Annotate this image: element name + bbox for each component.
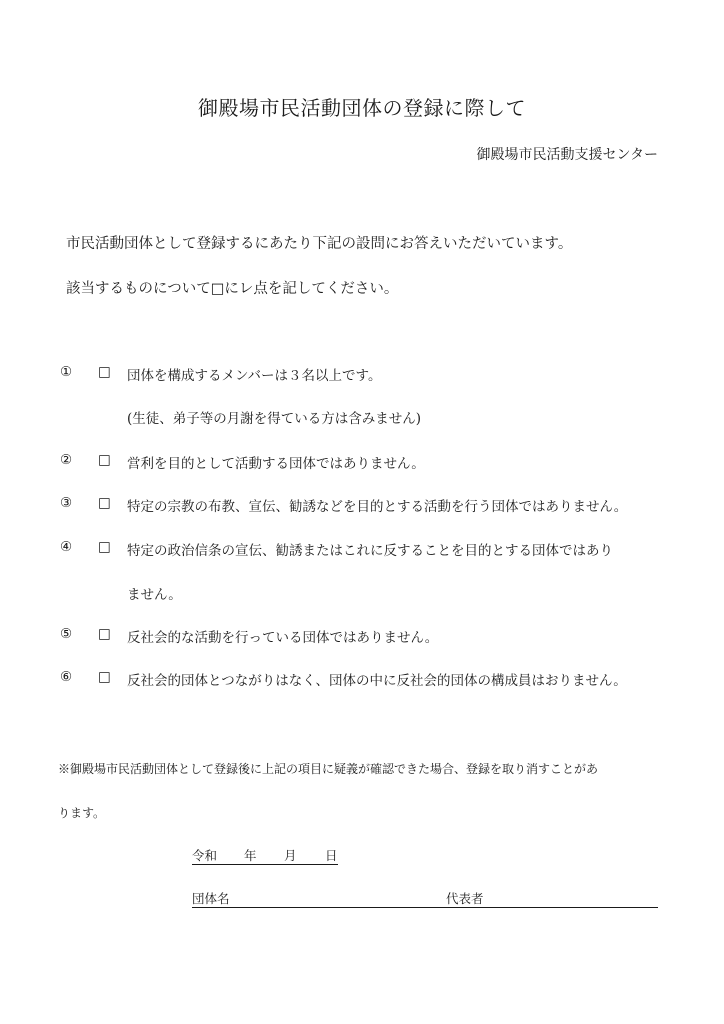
item-number: ④ bbox=[60, 539, 73, 555]
date-year-label: 年 bbox=[244, 848, 257, 863]
intro-line-2: 該当するものについて□にレ点を記してください。 bbox=[66, 281, 399, 297]
checkbox[interactable]: □ bbox=[98, 626, 111, 642]
item-text: 特定の政治信条の宣伝、勧誘またはこれに反することを目的とする団体ではあり bbox=[127, 543, 613, 559]
item-number: ⑤ bbox=[60, 626, 73, 642]
checkbox[interactable]: □ bbox=[98, 452, 111, 468]
item-number: ② bbox=[60, 452, 73, 468]
group-name-label: 団体名 bbox=[192, 891, 230, 906]
item-text: 反社会的団体とつながりはなく、団体の中に反社会的団体の構成員はおりません。 bbox=[127, 673, 627, 689]
item-number: ① bbox=[60, 364, 73, 380]
signature-field[interactable] bbox=[192, 889, 658, 908]
representative-label: 代表者 bbox=[446, 891, 484, 906]
item-text: 営利を目的として活動する団体ではありません。 bbox=[127, 456, 425, 472]
item-number: ⑥ bbox=[60, 669, 73, 685]
item-1-continuation: (生徒、弟子等の月謝を得ている方は含みません) bbox=[127, 411, 422, 427]
checkbox[interactable]: □ bbox=[98, 539, 111, 555]
checkbox[interactable]: □ bbox=[98, 364, 111, 380]
note-line-1: ※御殿場市民活動団体として登録後に上記の項目に疑義が確認できた場合、登録を取り消すことがあ bbox=[58, 762, 599, 776]
item-text: 特定の宗教の布教、宣伝、勧誘などを目的とする活動を行う団体ではありません。 bbox=[127, 499, 628, 515]
item-4-continuation: ません。 bbox=[127, 587, 182, 603]
item-number: ③ bbox=[60, 495, 73, 511]
date-day-label: 日 bbox=[325, 848, 338, 863]
organization-name: 御殿場市民活動支援センター bbox=[476, 147, 658, 163]
checkbox[interactable]: □ bbox=[98, 495, 111, 511]
date-month-label: 月 bbox=[284, 848, 297, 863]
item-text: 団体を構成するメンバーは３名以上です。 bbox=[127, 368, 382, 384]
date-field[interactable] bbox=[192, 846, 338, 865]
date-era-label: 令和 bbox=[192, 848, 218, 863]
note-line-2: ります。 bbox=[58, 806, 106, 820]
page-title: 御殿場市民活動団体の登録に際して bbox=[198, 96, 526, 120]
intro-line-1: 市民活動団体として登録するにあたり下記の設問にお答えいただいています。 bbox=[66, 236, 573, 252]
item-text: 反社会的な活動を行っている団体ではありません。 bbox=[127, 630, 439, 646]
checkbox[interactable]: □ bbox=[98, 669, 111, 685]
